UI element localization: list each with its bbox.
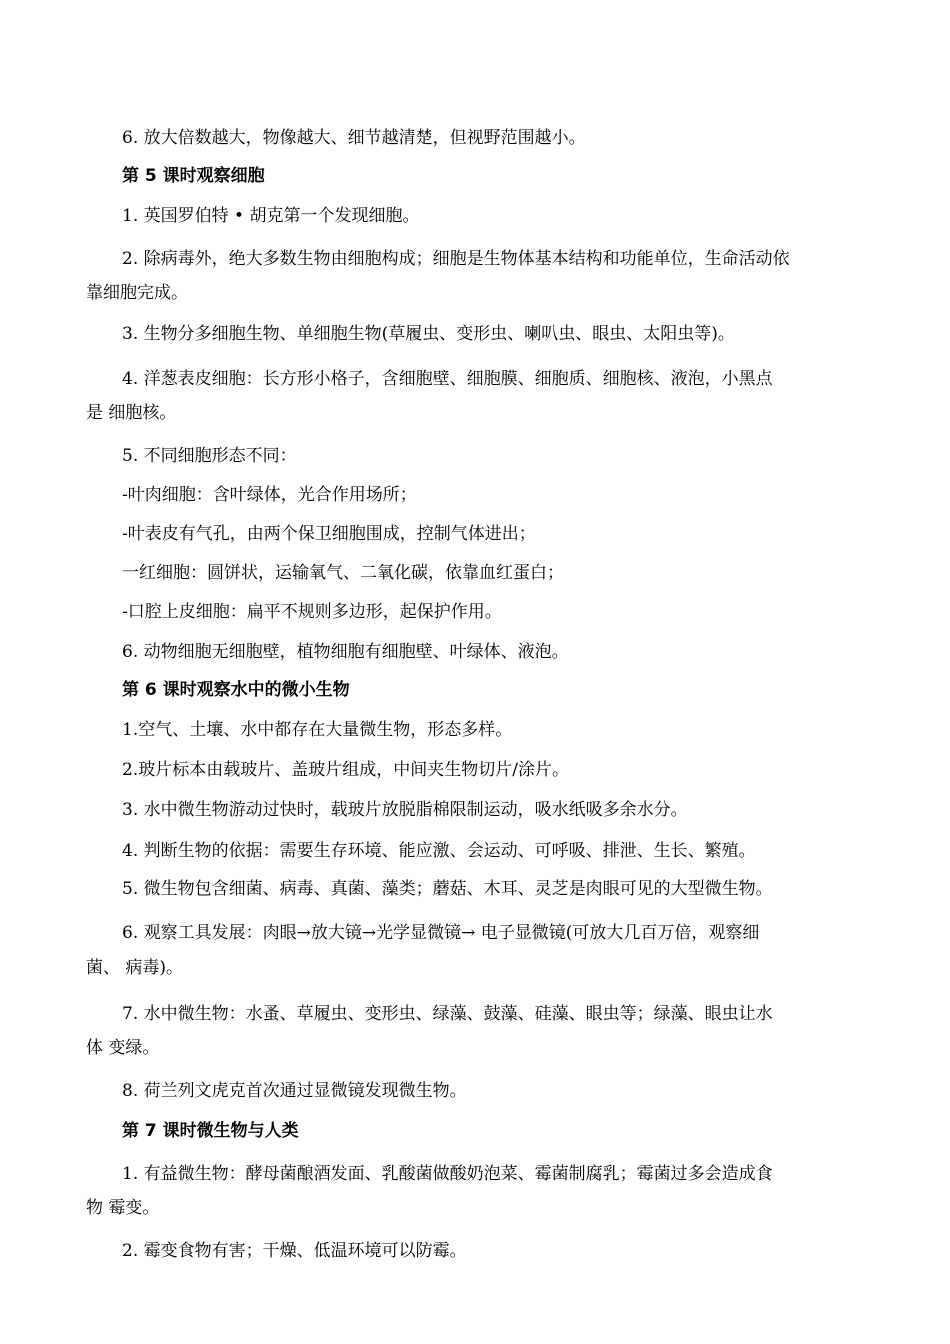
text-line: 4. 洋葱表皮细胞：长方形小格子，含细胞壁、细胞膜、细胞质、细胞核、液泡，小黑点 — [122, 369, 773, 389]
text-line: 3. 水中微生物游动过快时，载玻片放脱脂棉限制运动，吸水纸吸多余水分。 — [122, 800, 688, 820]
text-line: 靠细胞完成。 — [86, 283, 188, 303]
text-line: 2.玻片标本由载玻片、盖玻片组成，中间夹生物切片/涂片。 — [122, 760, 569, 780]
text-line: 5. 不同细胞形态不同： — [122, 446, 297, 466]
text-line: -口腔上皮细胞：扁平不规则多边形，起保护作用。 — [122, 602, 502, 622]
text-line: 6. 动物细胞无细胞壁，植物细胞有细胞壁、叶绿体、液泡。 — [122, 642, 569, 662]
text-line: 1. 英国罗伯特 • 胡克第一个发现细胞。 — [122, 206, 420, 226]
section-heading: 第 7 课时微生物与人类 — [122, 1121, 299, 1141]
text-line: 1. 有益微生物：酵母菌酿酒发面、乳酸菌做酸奶泡菜、霉菌制腐乳；霉菌过多会造成食 — [122, 1164, 773, 1184]
text-line: 一红细胞：圆饼状，运输氧气、二氧化碳，依靠血红蛋白； — [122, 563, 564, 583]
text-line: 是 细胞核。 — [86, 403, 177, 423]
text-line: 6. 放大倍数越大，物像越大、细节越清楚，但视野范围越小。 — [122, 128, 586, 148]
text-line: 7. 水中微生物：水蚤、草履虫、变形虫、绿藻、鼓藻、硅藻、眼虫等；绿藻、眼虫让水 — [122, 1004, 773, 1024]
section-heading: 第 5 课时观察细胞 — [122, 166, 265, 186]
section-heading: 第 6 课时观察水中的微小生物 — [122, 680, 350, 700]
text-line: 3. 生物分多细胞生物、单细胞生物(草履虫、变形虫、喇叭虫、眼虫、太阳虫等)。 — [122, 324, 735, 344]
text-line: 8. 荷兰列文虎克首次通过显微镜发现微生物。 — [122, 1081, 467, 1101]
text-line: 2. 除病毒外，绝大多数生物由细胞构成；细胞是生物体基本结构和功能单位，生命活动依 — [122, 249, 790, 269]
text-line: 5. 微生物包含细菌、病毒、真菌、藻类；蘑菇、木耳、灵芝是肉眼可见的大型微生物。 — [122, 879, 773, 899]
text-line: 菌、 病毒)。 — [86, 958, 184, 978]
text-line: 物 霉变。 — [86, 1198, 160, 1218]
text-line: 2. 霉变食物有害；干燥、低温环境可以防霉。 — [122, 1241, 467, 1261]
text-line: -叶肉细胞：含叶绿体，光合作用场所； — [122, 485, 417, 505]
text-line: -叶表皮有气孔，由两个保卫细胞围成，控制气体进出； — [122, 524, 536, 544]
text-line: 体 变绿。 — [86, 1038, 160, 1058]
text-line: 4. 判断生物的依据：需要生存环境、能应激、会运动、可呼吸、排泄、生长、繁殖。 — [122, 841, 756, 861]
text-line: 6. 观察工具发展：肉眼→放大镜→光学显微镜→ 电子显微镜(可放大几百万倍，观察细 — [122, 923, 760, 943]
text-line: 1.空气、土壤、水中都存在大量微生物，形态多样。 — [122, 720, 513, 740]
